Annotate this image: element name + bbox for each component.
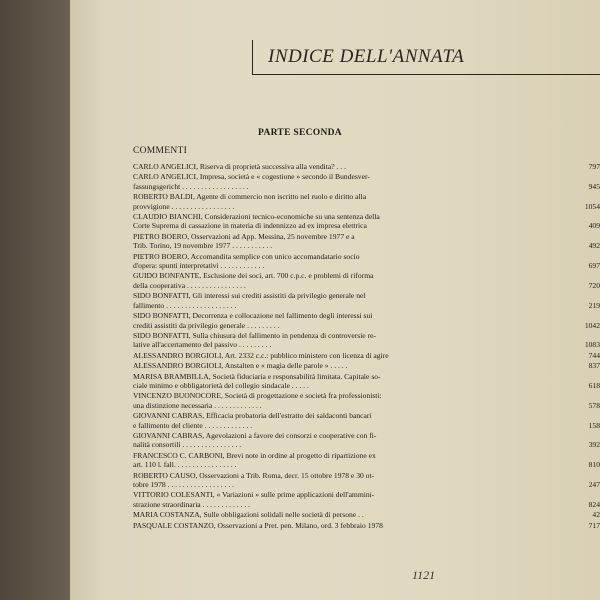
entry-text-line: PIETRO BOERO, Osservazioni ad App. Messina, 25 novembre 1977 e a [133, 231, 355, 241]
entry-page-number: 945 [588, 181, 600, 191]
entry-text-line: una distinzione necessaria . . . . . . . . . . . . . [133, 400, 262, 410]
entry-text-line: SIDO BONFATTI, Gli interessi sui crediti assistiti da privilegio generale nel [133, 291, 366, 301]
index-entry [133, 520, 600, 530]
entry-text-line: SIDO BONFATTI, Sulla chiusura del fallimento in pendenza di controversie re- [133, 330, 377, 340]
entry-text-line: CARLO ANGELICI, Impresa, società e « cogestione » secondo il Bundesver- [133, 172, 370, 182]
index-entry [133, 430, 600, 450]
entry-text-line: ciale minimo e obbligatorietà del collegio sindacale . . . . . [133, 380, 309, 390]
entry-text-line: GUIDO BONFANTE, Esclusione dei soci, art. 700 c.p.c. e problemi di riforma [133, 271, 374, 281]
entry-text-line: art. 110 l. fall. . . . . . . . . . . . . . . . . [133, 460, 237, 470]
entry-text-line: nalità consortili . . . . . . . . . . . . . . . . [133, 440, 242, 450]
entry-page-number: 219 [588, 300, 600, 310]
entry-page-number: 744 [588, 350, 600, 360]
entry-text-line: e fallimento del cliente . . . . . . . . . . . . . [133, 420, 253, 430]
entry-page-number: 618 [588, 380, 600, 390]
section-title: PARTE SECONDA [258, 128, 342, 138]
index-entry [133, 371, 600, 391]
entry-page-number: 837 [588, 361, 600, 371]
entry-text-line: Trib. Torino, 19 novembre 1977 . . . . . . . . . . . [133, 241, 273, 251]
entry-text-line: PIETRO BOERO, Accomandita semplice con unico accomandatario socio [133, 251, 360, 261]
entry-page-number: 392 [588, 440, 600, 450]
entry-page-number: 1042 [584, 320, 600, 330]
entry-page-number: 824 [588, 499, 600, 509]
entry-text-line: MARIA COSTANZA, Sulle obbligazioni solidali nelle società di persone . . [133, 510, 364, 520]
entry-text-line: VITTORIO COLESANTI, « Variazioni » sulle prime applicazioni dell'ammini- [133, 490, 375, 500]
entry-page-number: 810 [588, 460, 600, 470]
entry-page-number: 42 [592, 510, 600, 520]
entry-text-line: tobre 1978 . . . . . . . . . . . . . . . . . . [133, 480, 235, 489]
entry-page-number: 492 [588, 241, 600, 251]
index-entry [133, 231, 600, 251]
entry-page-number: 1083 [584, 340, 600, 350]
entry-text-line: GIOVANNI CABRAS, Agevolazioni a favore dei consorzi e cooperative con fi- [133, 430, 377, 440]
entry-page-number: 717 [588, 520, 600, 530]
entry-text-line: CARLO ANGELICI, Riserva di proprietà successiva alla vendita? . . . [133, 162, 346, 171]
entry-page-number: 1054 [584, 201, 600, 211]
entry-text-line: MARISA BRAMBILLA, Società fiduciaria e responsabilità limitata. Capitale so- [133, 371, 381, 381]
entry-page-number: 158 [588, 420, 600, 430]
background-shadow [0, 0, 70, 600]
entry-text-line: VINCENZO BUONOCORE, Società di progettazione e società fra professionisti: [133, 391, 382, 401]
header-vertical-rule [252, 40, 253, 74]
entry-text-line: crediti assistiti da privilegio generale . . . . . . . . . [133, 320, 280, 330]
entry-text-line: CLAUDIO BIANCHI, Considerazioni tecnico-economiche su una sentenza della [133, 212, 380, 222]
index-entry [133, 311, 600, 330]
entry-text-line: GIOVANNI CABRAS, Efficacia probatoria dell'estratto dei saldaconti bancari [133, 411, 372, 421]
index-entry [133, 470, 600, 490]
index-entry [133, 192, 600, 211]
section-subtitle: COMMENTI [133, 146, 188, 156]
entry-page-number: 697 [588, 261, 600, 271]
entry-page-number: 797 [588, 162, 600, 171]
index-entry [133, 411, 600, 430]
entry-text-line: Corte Suprema di cassazione in materia di indennizzo ad ex impresa elettrica [133, 221, 367, 231]
entry-text-line: della cooperativa . . . . . . . . . . . . . . . . [133, 280, 246, 290]
index-entry [133, 450, 600, 470]
index-entry [133, 490, 600, 509]
index-entries [133, 162, 600, 531]
entry-page-number: 578 [588, 400, 600, 410]
entry-page-number: 409 [588, 221, 600, 231]
entry-text-line: FRANCESCO C. CARBONI, Brevi note in ordine al progetto di ripartizione ex [133, 450, 376, 460]
index-entry [133, 361, 600, 371]
entry-text-line: ROBERTO CAUSO, Osservazioni a Trib. Roma, decr. 15 ottobre 1978 e 30 ot- [133, 470, 375, 480]
index-entry [133, 510, 600, 520]
entry-text-line: strazione straordinaria . . . . . . . . . . . . . [133, 499, 251, 509]
index-entry [133, 271, 600, 290]
entry-text-line: d'opera: spunti interpretativi . . . . . . . . . . . . [133, 261, 265, 271]
entry-text-line: fassungsgericht . . . . . . . . . . . . . . . . . . [133, 181, 249, 191]
entry-text-line: PASQUALE COSTANZO, Osservazioni a Pret. pen. Milano, ord. 3 febbraio 1978 [133, 520, 383, 530]
index-entry [133, 330, 600, 350]
entry-text-line: provvigione . . . . . . . . . . . . . . . . . [133, 201, 235, 211]
entry-text-line: ROBERTO BALDI, Agente di commercio non iscritto nel ruolo e diritto alla [133, 192, 367, 202]
entry-page-number: 720 [588, 280, 600, 290]
page-number: 1121 [412, 568, 436, 582]
index-entry [133, 172, 600, 191]
entry-text-line: SIDO BONFATTI, Decorrenza e collocazione nel fallimento degli interessi sui [133, 311, 373, 321]
entry-text-line: lative all'accertamento del passivo . . . . . . . . . [133, 340, 272, 350]
header-horizontal-rule [252, 74, 600, 75]
entry-text-line: fallimento . . . . . . . . . . . . . . . . . . . [133, 300, 237, 310]
index-entry [133, 251, 600, 271]
index-entry [133, 162, 600, 171]
index-entry [133, 291, 600, 310]
index-entry [133, 350, 600, 360]
entry-page-number: 247 [588, 480, 600, 489]
index-entry [133, 212, 600, 231]
running-header: INDICE DELL'ANNATA [268, 46, 465, 67]
index-entry [133, 391, 600, 410]
entry-text-line: ALESSANDRO BORGIOLI, Anstalten e « magia delle parole » . . . . . [133, 361, 348, 371]
entry-text-line: ALESSANDRO BORGIOLI, Art. 2332 c.c.: pubblico ministero con licenza di agire [133, 350, 389, 360]
